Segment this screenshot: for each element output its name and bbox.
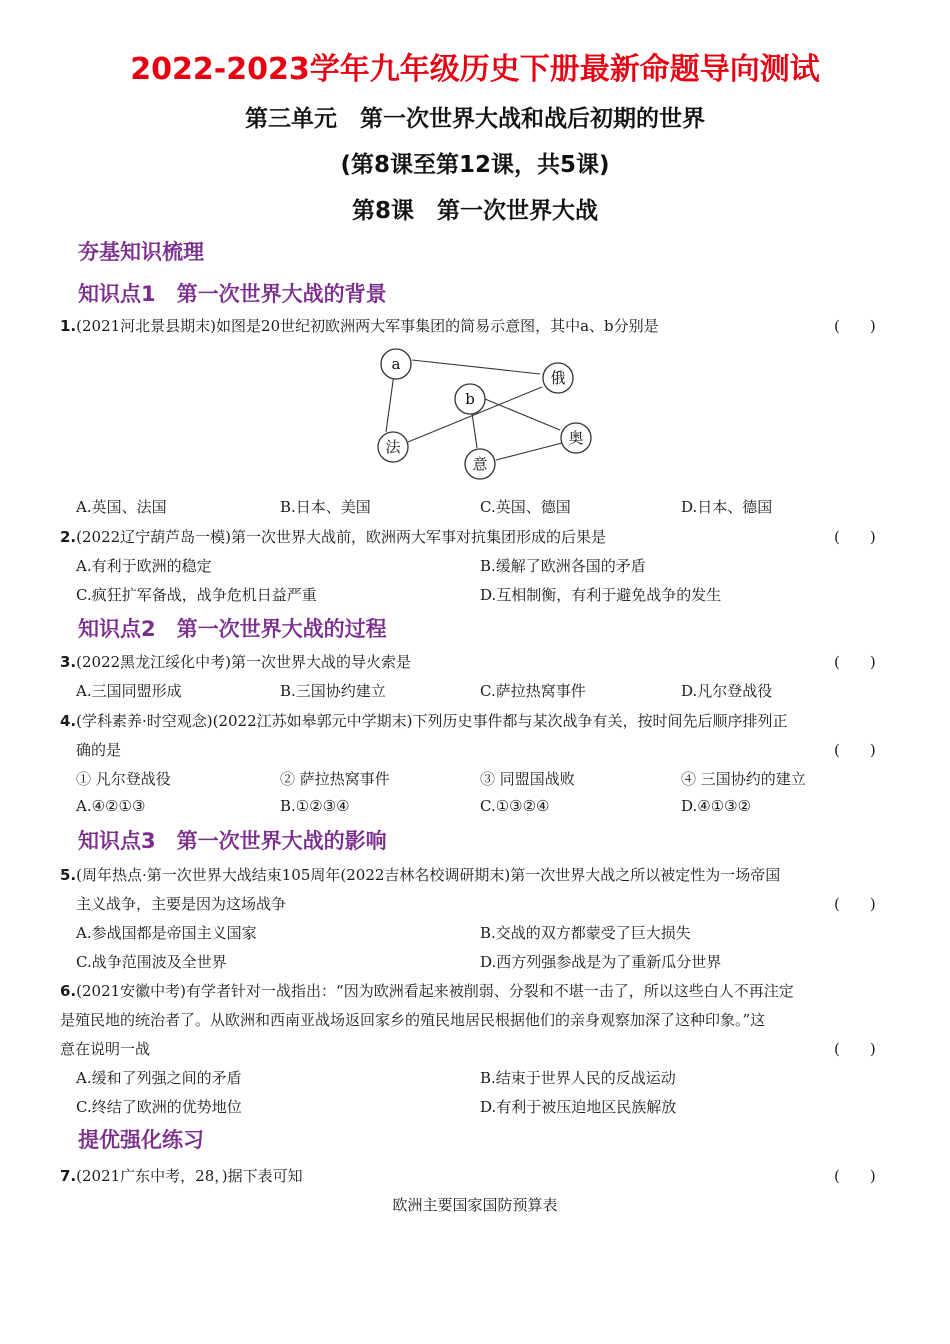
- question-text: (2021广东中考，28，)据下表可知: [76, 1167, 303, 1185]
- option-a: A.④②①③: [76, 797, 146, 815]
- question-4: [60, 710, 788, 731]
- event-item-4: ④ 三国协约的建立: [681, 770, 806, 788]
- section-kp2: 知识点2 第一次世界大战的过程: [78, 617, 387, 641]
- main-title: 2022-2023学年九年级历史下册最新命题导向测试: [130, 52, 820, 87]
- question-text-continued: 主义战争，主要是因为这场战争: [76, 895, 287, 913]
- section-improve: 提优强化练习: [78, 1128, 204, 1152]
- option-b: B.结束于世界人民的反战运动: [480, 1069, 676, 1087]
- question-2: [60, 526, 606, 547]
- diagram-edge: [472, 413, 477, 448]
- question-text-continued: 是殖民地的统治者了。从欧洲和西南亚战场返回家乡的殖民地居民根据他们的亲身观察加深了这种印象。”这: [60, 1011, 766, 1029]
- option-d: D.互相制衡，有利于避免战争的发生: [480, 586, 722, 604]
- option-c: C.萨拉热窝事件: [480, 682, 586, 700]
- question-number: 1.: [60, 317, 77, 335]
- question-number: 7.: [60, 1167, 77, 1185]
- option-c: C.疯狂扩军备战，战争危机日益严重: [76, 586, 317, 604]
- diagram-edge: [412, 360, 540, 374]
- question-text: (2021河北景县期末)如图是20世纪初欧洲两大军事集团的简易示意图，其中a、b分别是: [76, 317, 659, 335]
- node-austria-label: 奥: [568, 429, 584, 447]
- lesson-range: (第8课至第12课，共5课): [340, 152, 610, 178]
- question-6: [60, 980, 794, 1001]
- option-c: C.终结了欧洲的优势地位: [76, 1098, 242, 1116]
- option-c: C.英国、德国: [480, 498, 571, 516]
- question-number: 3.: [60, 653, 77, 671]
- option-a: A.有利于欧洲的稳定: [76, 557, 212, 575]
- option-a: A.缓和了列强之间的矛盾: [76, 1069, 242, 1087]
- section-kp3: 知识点3 第一次世界大战的影响: [78, 829, 387, 853]
- table-caption: 欧洲主要国家国防预算表: [392, 1196, 558, 1214]
- question-text: (周年热点·第一次世界大战结束105周年(2022吉林名校调研期末)第一次世界大战之所以被定性为一场帝国: [76, 866, 781, 884]
- option-d: D.④①③②: [681, 797, 752, 815]
- question-number: 2.: [60, 528, 77, 546]
- lesson-title: 第8课 第一次世界大战: [351, 198, 598, 224]
- option-a: A.参战国都是帝国主义国家: [76, 924, 257, 942]
- option-d: D.西方列强参战是为了重新瓜分世界: [480, 953, 722, 971]
- question-text: (学科素养·时空观念)(2022江苏如皋郭元中学期末)下列历史事件都与某次战争有关，按时间先后顺序排列正: [76, 712, 788, 730]
- node-a-label: a: [391, 355, 401, 373]
- answer-blank: ( ): [834, 741, 876, 759]
- question-number: 6.: [60, 982, 77, 1000]
- node-russia-label: 俄: [550, 369, 566, 387]
- question-number: 4.: [60, 712, 77, 730]
- diagram-edge: [485, 399, 560, 430]
- question-text-continued: 意在说明一战: [60, 1040, 151, 1058]
- question-3: [60, 651, 411, 672]
- diagram-edge: [496, 443, 562, 460]
- node-italy-label: 意: [472, 455, 488, 473]
- option-b: B.缓解了欧洲各国的矛盾: [480, 557, 646, 575]
- option-c: C.战争范围波及全世界: [76, 953, 227, 971]
- question-text: (2022黑龙江绥化中考)第一次世界大战的导火索是: [76, 653, 412, 671]
- option-d: D.凡尔登战役: [681, 682, 773, 700]
- option-b: B.①②③④: [280, 797, 350, 815]
- question-number: 5.: [60, 866, 77, 884]
- question-1: [60, 315, 659, 336]
- option-b: B.三国协约建立: [280, 682, 386, 700]
- event-item-1: ① 凡尔登战役: [76, 770, 171, 788]
- node-b-label: b: [465, 390, 475, 408]
- option-d: D.有利于被压迫地区民族解放: [480, 1098, 677, 1116]
- diagram-edge: [386, 374, 394, 432]
- section-foundation: 夯基知识梳理: [78, 240, 204, 264]
- option-c: C.①③②④: [480, 797, 550, 815]
- question-5: [60, 864, 780, 885]
- option-b: B.交战的双方都蒙受了巨大损失: [480, 924, 691, 942]
- answer-blank: ( ): [834, 653, 876, 671]
- option-b: B.日本、美国: [280, 498, 371, 516]
- question-text-continued: 确的是: [76, 741, 122, 759]
- question-text: (2021安徽中考)有学者针对一战指出：“因为欧洲看起来被削弱、分裂和不堪一击了，所以这些白人不再注定: [76, 982, 794, 1000]
- answer-blank: ( ): [834, 1167, 876, 1185]
- section-kp1: 知识点1 第一次世界大战的背景: [78, 282, 387, 306]
- question-7: [60, 1165, 303, 1186]
- alliance-diagram: [360, 340, 620, 490]
- answer-blank: ( ): [834, 528, 876, 546]
- option-d: D.日本、德国: [681, 498, 773, 516]
- question-text: (2022辽宁葫芦岛一模)第一次世界大战前，欧洲两大军事对抗集团形成的后果是: [76, 528, 607, 546]
- answer-blank: ( ): [834, 317, 876, 335]
- event-item-3: ③ 同盟国战败: [480, 770, 575, 788]
- option-a: A.英国、法国: [76, 498, 167, 516]
- answer-blank: ( ): [834, 895, 876, 913]
- node-france-label: 法: [385, 438, 401, 456]
- unit-title: 第三单元 第一次世界大战和战后初期的世界: [245, 106, 705, 132]
- event-item-2: ② 萨拉热窝事件: [280, 770, 390, 788]
- option-a: A.三国同盟形成: [76, 682, 182, 700]
- answer-blank: ( ): [834, 1040, 876, 1058]
